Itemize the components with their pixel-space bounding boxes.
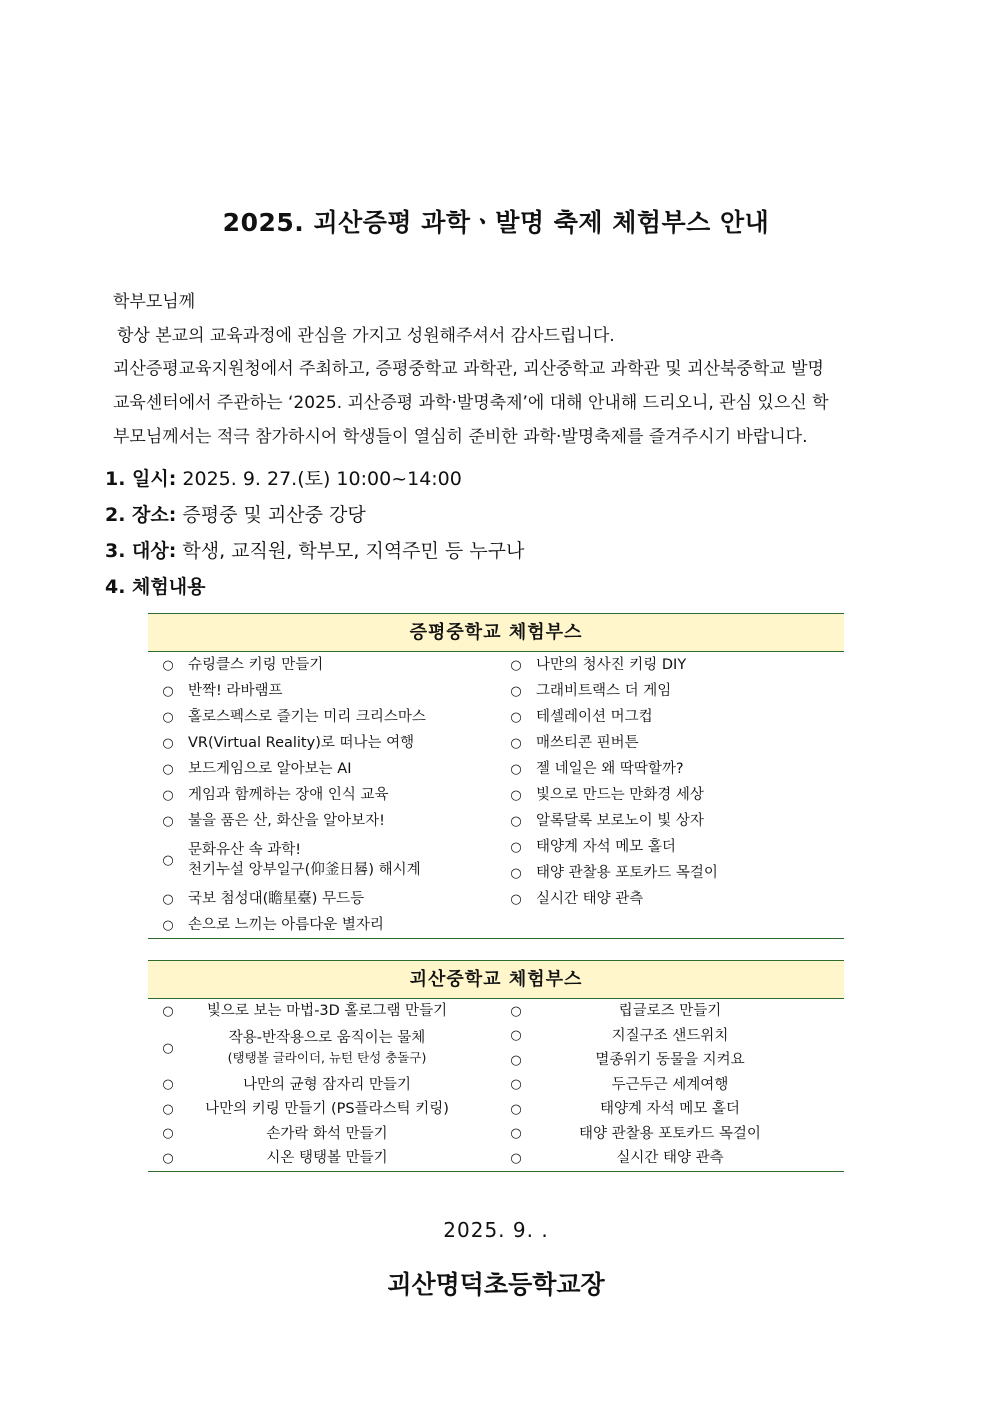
bullet-icon: ○ xyxy=(162,761,174,777)
bullet-icon: ○ xyxy=(510,683,522,699)
booth-name: 슈링클스 키링 만들기 xyxy=(188,657,324,673)
body-line: 부모님께서는 적극 참가하시어 학생들이 열심히 준비한 과학·발명축제를 즐겨주시기 바랍니다. xyxy=(113,427,808,447)
booth-row xyxy=(496,678,844,704)
booth-row xyxy=(496,1122,844,1147)
booth-row xyxy=(496,730,844,756)
item-label: 3. 대상: xyxy=(105,540,177,562)
bullet-icon: ○ xyxy=(162,852,174,868)
bullet-icon: ○ xyxy=(510,813,522,829)
booth-name: 손으로 느끼는 아름다운 별자리 xyxy=(188,917,384,933)
booth-row xyxy=(496,1073,844,1098)
booth-name: 게임과 함께하는 장애 인식 교육 xyxy=(188,787,389,803)
booth-name: 테셀레이션 머그컵 xyxy=(536,709,653,725)
booth-row xyxy=(496,1048,844,1073)
booth-name: VR(Virtual Reality)로 떠나는 여행 xyxy=(188,735,415,751)
booth-name xyxy=(188,840,421,880)
item-value: 증평중 및 괴산중 강당 xyxy=(176,504,366,526)
bullet-icon: ○ xyxy=(162,1150,174,1166)
booth-name: 빛으로 보는 마법-3D 홀로그램 만들기 xyxy=(206,1003,448,1020)
booth-row xyxy=(496,808,844,834)
booth-name: 태양 관찰용 포토카드 목걸이 xyxy=(536,865,718,881)
booth-row xyxy=(496,1024,844,1049)
bullet-icon: ○ xyxy=(162,709,174,725)
booth-name: 홀로스펙스로 즐기는 미리 크리스마스 xyxy=(188,709,426,725)
bullet-icon: ○ xyxy=(510,1150,522,1166)
booth-row xyxy=(148,1122,496,1147)
booth-row xyxy=(148,886,496,912)
booth-row xyxy=(148,834,496,886)
booth-column-right xyxy=(496,652,844,938)
bullet-icon: ○ xyxy=(510,787,522,803)
booth-column-left xyxy=(148,652,496,938)
booth-name: 시온 탱탱볼 만들기 xyxy=(266,1150,388,1167)
table-title: 증평중학교 체험부스 xyxy=(148,614,844,652)
item-place xyxy=(105,497,366,533)
item-label: 1. 일시: xyxy=(105,468,177,490)
item-date xyxy=(105,461,462,497)
booth-row xyxy=(148,999,496,1024)
bullet-icon: ○ xyxy=(510,891,522,907)
booth-row xyxy=(496,886,844,912)
booth-name: 그래비트랙스 더 게임 xyxy=(536,683,672,699)
booth-name: 불을 품은 산, 화산을 알아보자! xyxy=(188,813,385,829)
bullet-icon: ○ xyxy=(162,787,174,803)
booth-name-line: (탱탱볼 글라이더, 뉴턴 탄성 충돌구) xyxy=(227,1050,427,1065)
jeungpyeong-booth-table xyxy=(148,613,844,939)
booth-name: 나만의 키링 만들기 (PS플라스틱 키링) xyxy=(205,1101,449,1118)
booth-name: 태양계 자석 메모 홀더 xyxy=(536,839,676,855)
booth-name: 태양 관찰용 포토카드 목걸이 xyxy=(579,1125,761,1142)
item-contents xyxy=(105,569,205,605)
bullet-icon: ○ xyxy=(510,1077,522,1093)
booth-row xyxy=(148,1097,496,1122)
booth-row xyxy=(148,678,496,704)
booth-name: 나만의 균형 잠자리 만들기 xyxy=(243,1076,411,1093)
booth-name: 빛으로 만드는 만화경 세상 xyxy=(536,787,704,803)
booth-row xyxy=(148,1073,496,1098)
booth-row xyxy=(496,860,844,886)
booth-row xyxy=(148,1146,496,1171)
booth-column-left xyxy=(148,999,496,1171)
booth-name: 반짝! 라바램프 xyxy=(188,683,283,699)
bullet-icon: ○ xyxy=(510,1101,522,1117)
bullet-icon: ○ xyxy=(162,891,174,907)
item-value: 학생, 교직원, 학부모, 지역주민 등 누구나 xyxy=(176,540,525,562)
booth-row xyxy=(148,730,496,756)
bullet-icon: ○ xyxy=(162,1126,174,1142)
bullet-icon: ○ xyxy=(162,1077,174,1093)
goesan-booth-table xyxy=(148,960,844,1172)
bullet-icon: ○ xyxy=(510,1126,522,1142)
booth-name: 멸종위기 동물을 지켜요 xyxy=(595,1052,745,1069)
booth-name: 국보 첨성대(瞻星臺) 무드등 xyxy=(188,891,365,907)
item-label: 2. 장소: xyxy=(105,504,177,526)
bullet-icon: ○ xyxy=(510,709,522,725)
body-paragraph xyxy=(113,352,898,454)
bullet-icon: ○ xyxy=(162,1003,174,1019)
item-value: 2025. 9. 27.(토) 10:00~14:00 xyxy=(176,468,462,490)
booth-row xyxy=(148,756,496,782)
greeting: 학부모님께 xyxy=(113,292,196,312)
booth-row xyxy=(148,782,496,808)
booth-name: 립글로즈 만들기 xyxy=(618,1003,722,1020)
bullet-icon: ○ xyxy=(510,1003,522,1019)
bullet-icon: ○ xyxy=(162,683,174,699)
booth-name-line: 문화유산 속 과학! xyxy=(188,842,302,858)
booth-name: 매쓰티콘 핀버튼 xyxy=(536,735,639,751)
bullet-icon: ○ xyxy=(510,735,522,751)
bullet-icon: ○ xyxy=(162,1040,174,1056)
booth-row xyxy=(496,704,844,730)
bullet-icon: ○ xyxy=(162,917,174,933)
table-title: 괴산중학교 체험부스 xyxy=(148,961,844,999)
bullet-icon: ○ xyxy=(510,657,522,673)
booth-name: 태양계 자석 메모 홀더 xyxy=(600,1101,740,1118)
bullet-icon: ○ xyxy=(510,839,522,855)
bullet-icon: ○ xyxy=(510,761,522,777)
booth-row xyxy=(148,704,496,730)
item-label: 4. 체험내용 xyxy=(105,576,206,598)
booth-row xyxy=(148,912,496,938)
booth-row xyxy=(148,808,496,834)
booth-row xyxy=(496,782,844,808)
item-target xyxy=(105,533,524,569)
booth-name: 젤 네일은 왜 딱딱할까? xyxy=(536,761,684,777)
booth-name-line: 천기누설 앙부일구(仰釜日晷) 해시계 xyxy=(188,862,421,878)
bullet-icon: ○ xyxy=(510,1028,522,1044)
booth-name: 실시간 태양 관측 xyxy=(616,1150,724,1167)
bullet-icon: ○ xyxy=(162,1101,174,1117)
booth-row xyxy=(496,999,844,1024)
booth-name: 두근두근 세계여행 xyxy=(611,1076,729,1093)
body-line: 교육센터에서 주관하는 ‘2025. 괴산증평 과학·발명축제’에 대해 안내해 드리오니, 관심 있으신 학 xyxy=(113,393,829,413)
booth-name: 손가락 화석 만들기 xyxy=(266,1125,388,1142)
booth-row xyxy=(496,1146,844,1171)
booth-name: 보드게임으로 알아보는 AI xyxy=(188,761,352,777)
booth-name: 실시간 태양 관측 xyxy=(536,891,644,907)
bullet-icon: ○ xyxy=(162,735,174,751)
booth-row xyxy=(148,652,496,678)
booth-row xyxy=(148,1024,496,1073)
booth-name: 알록달록 보로노이 빛 상자 xyxy=(536,813,704,829)
booth-row xyxy=(496,652,844,678)
document-date: 2025. 9. . xyxy=(443,1218,549,1242)
bullet-icon: ○ xyxy=(162,813,174,829)
booth-row xyxy=(496,834,844,860)
document-title: 2025. 괴산증평 과학ㆍ발명 축제 체험부스 안내 xyxy=(222,208,770,237)
bullet-icon: ○ xyxy=(162,657,174,673)
booth-row xyxy=(496,1097,844,1122)
booth-row xyxy=(496,756,844,782)
booth-name xyxy=(188,1028,496,1068)
thanks-line: 항상 본교의 교육과정에 관심을 가지고 성원해주셔서 감사드립니다. xyxy=(117,326,615,346)
booth-name: 지질구조 샌드위치 xyxy=(611,1027,729,1044)
bullet-icon: ○ xyxy=(510,1052,522,1068)
body-line: 괴산증평교육지원청에서 주최하고, 증평중학교 과학관, 괴산중학교 과학관 및 괴산북중학교 발명 xyxy=(113,359,824,379)
signature: 괴산명덕초등학교장 xyxy=(387,1270,605,1299)
bullet-icon: ○ xyxy=(510,865,522,881)
booth-column-right xyxy=(496,999,844,1171)
booth-name-line: 작용-반작용으로 움직이는 물체 xyxy=(228,1030,426,1046)
booth-name: 나만의 청사진 키링 DIY xyxy=(536,657,687,673)
